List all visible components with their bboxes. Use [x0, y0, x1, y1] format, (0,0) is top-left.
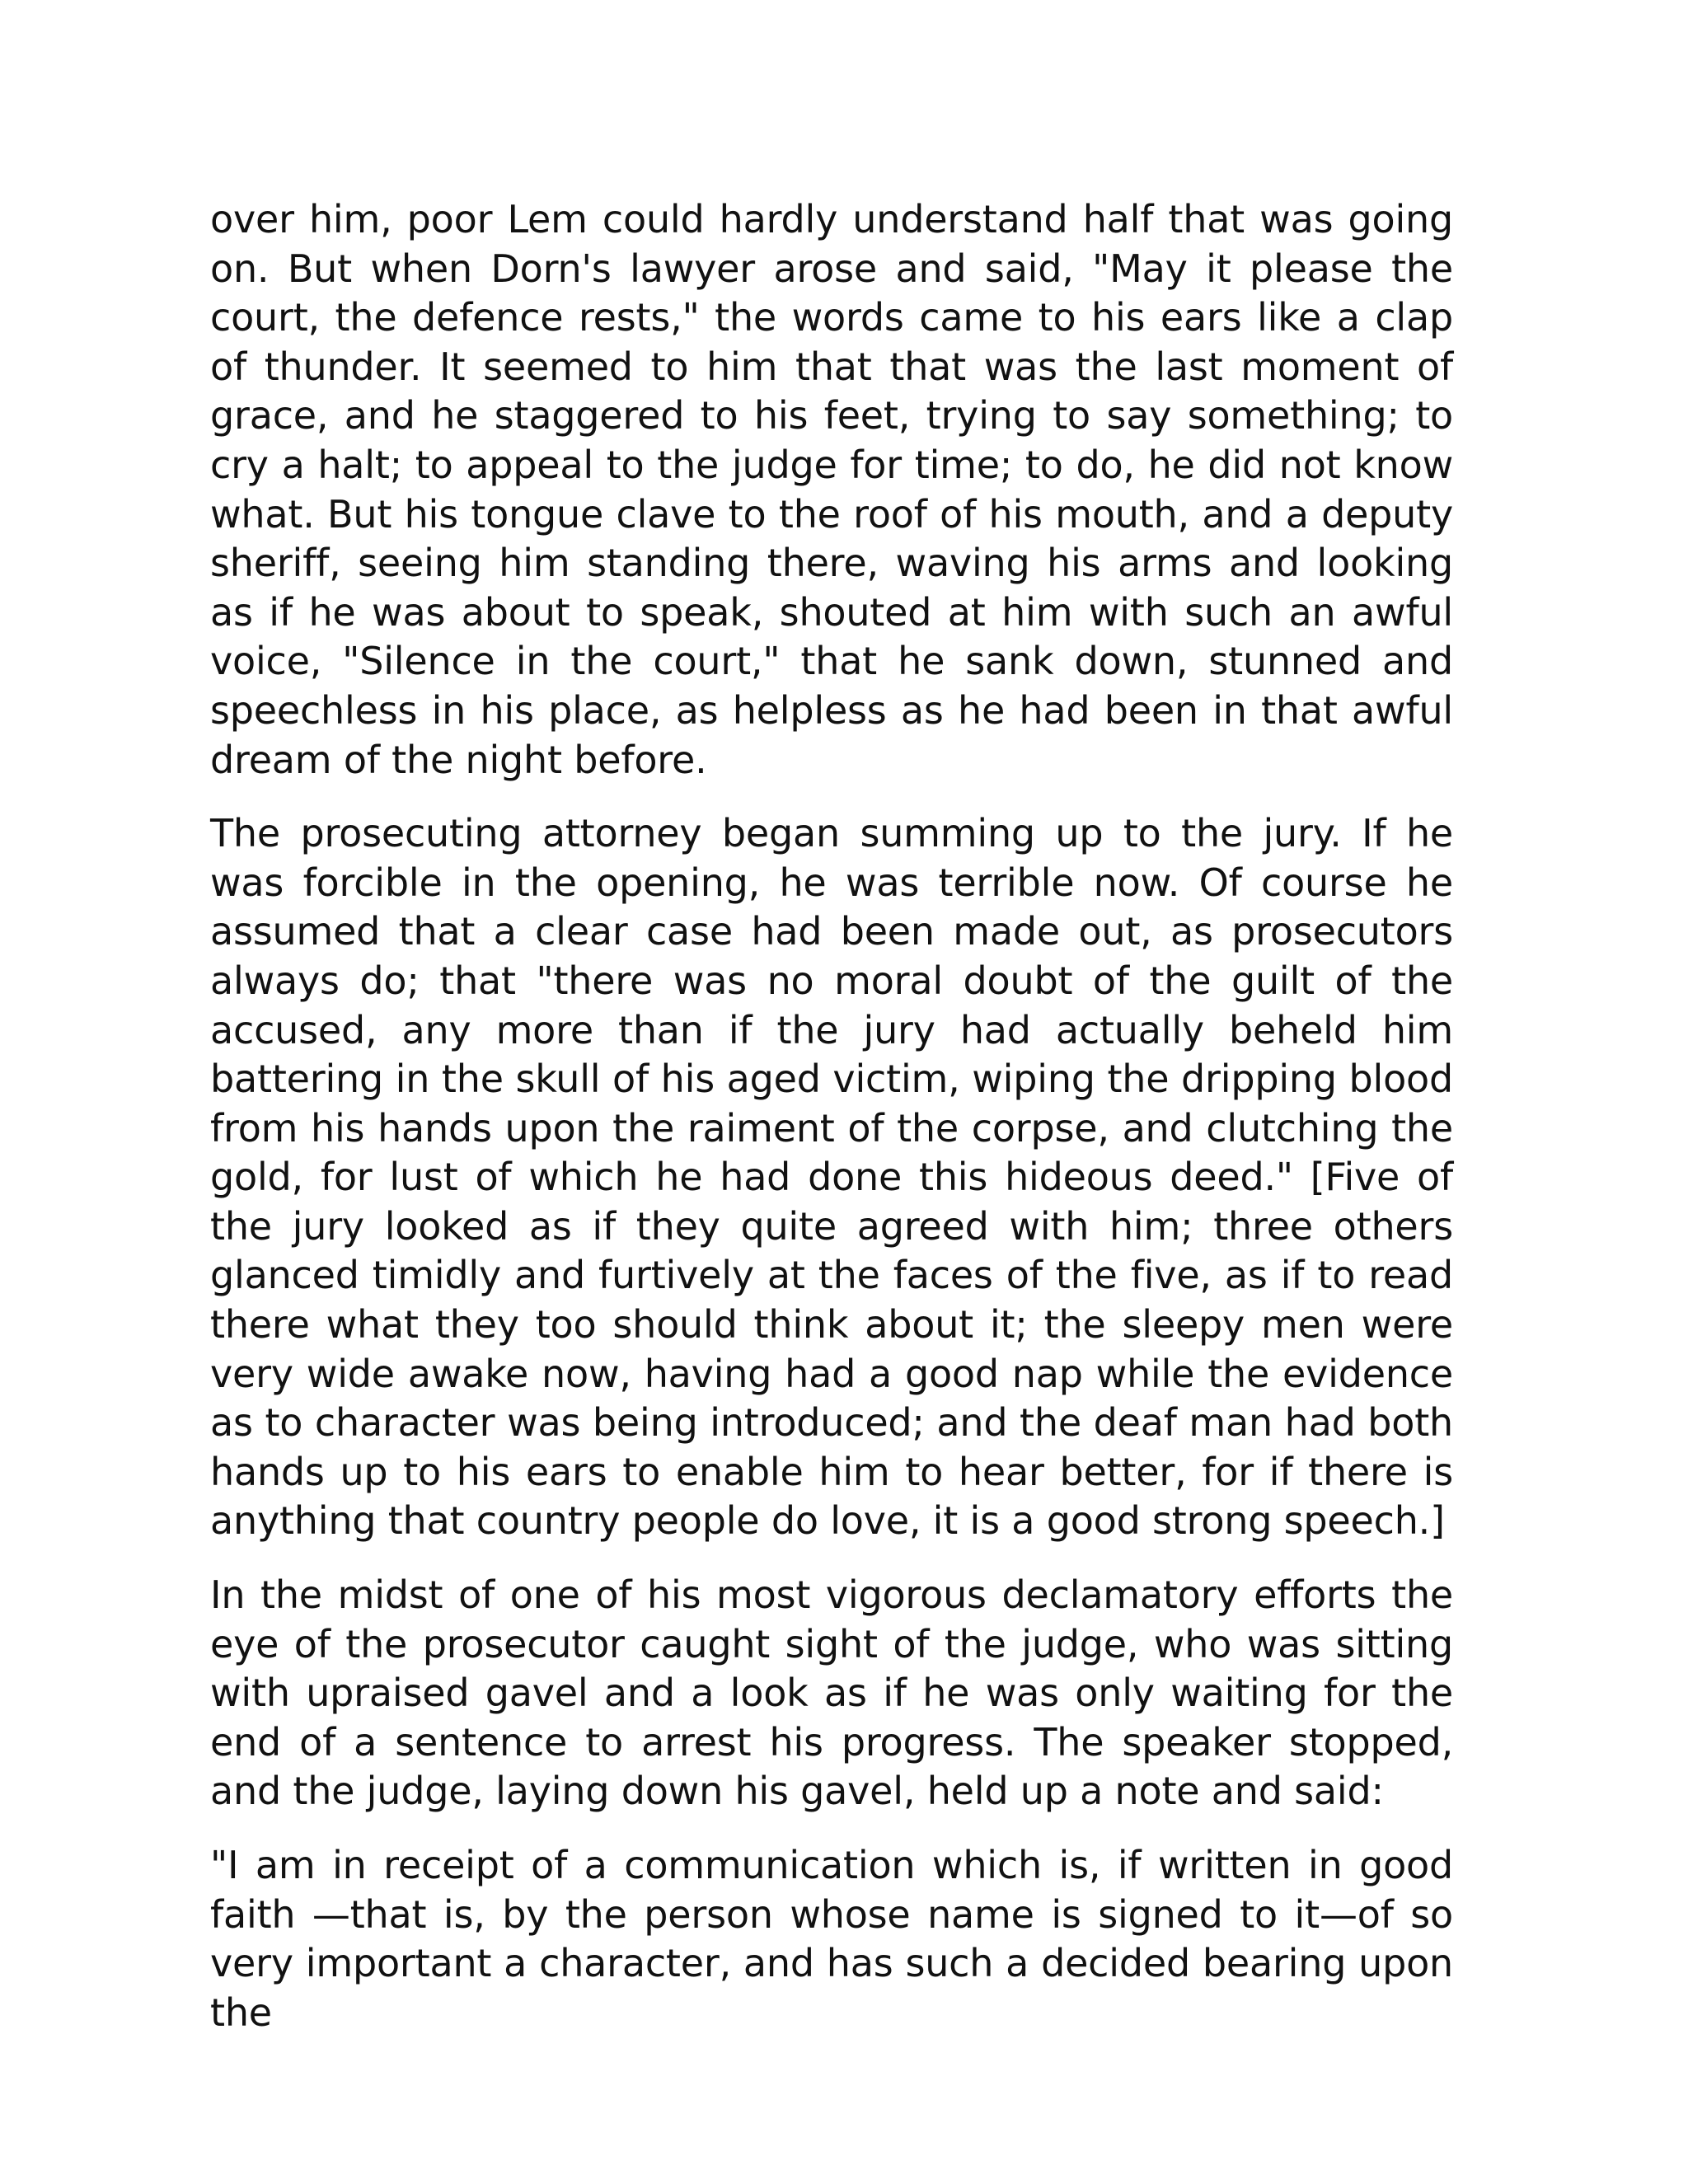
paragraph-3: In the midst of one of his most vigorous declamatory efforts the eye of the prosecutor caught sight of the judge, who was sitting with upraised gavel and a look as if he was only waiting for the end of a sentence to arrest his progress. The speaker stopped, and the judge, laying down his gavel, held up a note and said: — [210, 1572, 1453, 1814]
body-text — [210, 195, 1453, 2062]
paragraph-2: The prosecuting attorney began summing up to the jury. If he was forcible in the opening, he was terrible now. Of course he assumed that a clear case had been made out, as prosecutors always do; that "there was no moral doubt of the guilt of the accused, any more than if the jury had actually beheld him battering in the skull of his aged victim, wiping the dripping blood from his hands upon the raiment of the corpse, and clutching the gold, for lust of which he had done this hideous deed." [Five of the jury looked as if they quite agreed with him; three others glanced timidly and furtively at the faces of the five, as if to read there what they too should think about it; the sleepy men were very wide awake now, having had a good nap while the evidence as to character was being introduced; and the deaf man had both hands up to his ears to enable him to hear better, for if there is anything that country people do love, it is a good strong speech.] — [210, 811, 1453, 1544]
paragraph-4: "I am in receipt of a communication which is, if written in good faith —that is, by the person whose name is signed to it—of so very important a character, and has such a decided bearing upon the — [210, 1843, 1453, 2035]
paragraph-1: over him, poor Lem could hardly understand half that was going on. But when Dorn's lawyer arose and said, "May it please the court, the defence rests," the words came to his ears like a clap of thunder. It seemed to him that that was the last moment of grace, and he staggered to his feet, trying to say something; to cry a halt; to appeal to the judge for time; to do, he did not know what. But his tongue clave to the roof of his mouth, and a deputy sheriff, seeing him standing there, waving his arms and looking as if he was about to speak, shouted at him with such an awful voice, "Silence in the court," that he sank down, stunned and speechless in his place, as helpless as he had been in that awful dream of the night before. — [210, 197, 1453, 782]
